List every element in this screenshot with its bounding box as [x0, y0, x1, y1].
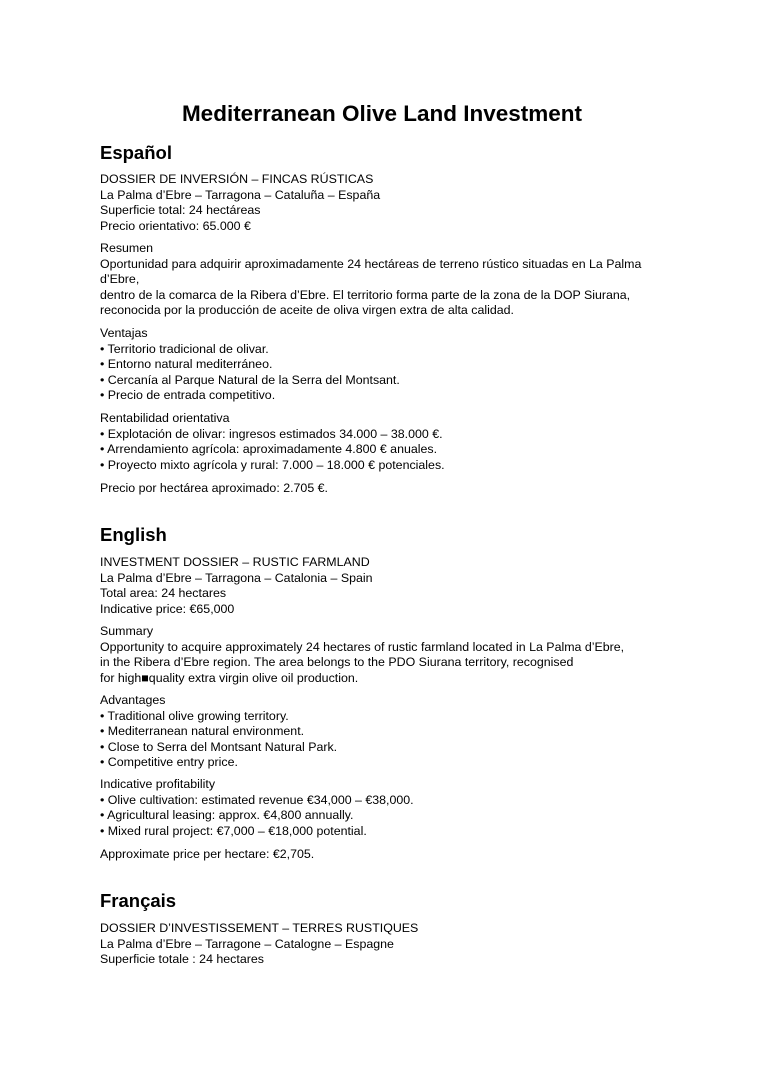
location: La Palma d’Ebre – Tarragone – Catalogne – Espagne	[100, 936, 394, 951]
advantage-item: • Cercanía al Parque Natural de la Serra del Montsant.	[100, 372, 400, 387]
section-heading-english: English	[100, 524, 167, 545]
dossier-type: INVESTMENT DOSSIER – RUSTIC FARMLAND	[100, 555, 370, 569]
total-area: Total area: 24 hectares	[100, 586, 227, 600]
total-area: Superficie totale : 24 hectares	[100, 952, 264, 966]
document-title: Mediterranean Olive Land Investment	[181, 101, 583, 126]
summary-line: Oportunidad para adquirir aproximadamente 24 hectáreas de terreno rústico situadas en La Palma	[100, 256, 642, 271]
french-header-block	[100, 921, 700, 968]
profitability-label: Rentabilidad orientativa	[100, 411, 230, 425]
profitability-item: • Olive cultivation: estimated revenue €34,000 – €38,000.	[100, 792, 414, 807]
spanish-profitability-block	[100, 411, 700, 473]
dossier-type: DOSSIER DE INVERSIÓN – FINCAS RÚSTICAS	[100, 172, 374, 186]
profitability-item: • Agricultural leasing: approx. €4,800 annually.	[100, 808, 354, 822]
advantage-item: • Territorio tradicional de olivar.	[100, 341, 269, 356]
advantage-item: • Close to Serra del Montsant Natural Park.	[100, 739, 338, 754]
advantage-item: • Precio de entrada competitivo.	[100, 388, 276, 402]
english-advantages-block	[100, 693, 700, 771]
spanish-price-per-hectare-block	[100, 481, 700, 497]
summary-line: dentro de la comarca de la Ribera d’Ebre. El territorio forma parte de la zona de la DOP Siurana,	[100, 287, 631, 302]
english-price-per-hectare-block	[100, 847, 700, 863]
advantage-item: • Competitive entry price.	[100, 755, 238, 769]
advantage-item: • Entorno natural mediterráneo.	[100, 357, 273, 371]
advantage-item: • Traditional olive growing territory.	[100, 708, 289, 723]
spanish-summary-block	[100, 241, 700, 319]
summary-line: in the Ribera d’Ebre region. The area belongs to the PDO Siurana territory, recognised	[100, 655, 574, 669]
section-heading-spanish: Español	[100, 142, 172, 163]
summary-line: reconocida por la producción de aceite de oliva virgen extra de alta calidad.	[100, 303, 514, 317]
total-area: Superficie total: 24 hectáreas	[100, 203, 261, 217]
advantages-label: Advantages	[100, 693, 166, 707]
profitability-item: • Proyecto mixto agrícola y rural: 7.000 – 18.000 € potenciales.	[100, 457, 445, 472]
english-summary-block	[100, 624, 700, 686]
indicative-price: Indicative price: €65,000	[100, 601, 235, 616]
profitability-item: • Mixed rural project: €7,000 – €18,000 potential.	[100, 823, 367, 838]
profitability-label: Indicative profitability	[100, 777, 216, 791]
advantages-label: Ventajas	[100, 326, 148, 340]
summary-label: Resumen	[100, 241, 154, 255]
english-header-block	[100, 555, 700, 617]
dossier-type: DOSSIER D’INVESTISSEMENT – TERRES RUSTIQUES	[100, 921, 419, 935]
location: La Palma d’Ebre – Tarragona – Catalonia – Spain	[100, 570, 373, 585]
section-heading-french: Français	[100, 890, 177, 911]
price-per-hectare: Precio por hectárea aproximado: 2.705 €.	[100, 481, 328, 495]
summary-line: Opportunity to acquire approximately 24 hectares of rustic farmland located in La Palma d’Ebre,	[100, 639, 625, 654]
spanish-advantages-block	[100, 326, 700, 404]
profitability-item: • Arrendamiento agrícola: aproximadamente 4.800 € anuales.	[100, 442, 438, 456]
price-per-hectare: Approximate price per hectare: €2,705.	[100, 847, 315, 861]
indicative-price: Precio orientativo: 65.000 €	[100, 218, 251, 233]
summary-line: d’Ebre,	[100, 272, 140, 286]
english-profitability-block	[100, 777, 700, 839]
location: La Palma d’Ebre – Tarragona – Cataluña – España	[100, 187, 381, 202]
summary-line: for high■quality extra virgin olive oil production.	[100, 670, 359, 685]
advantage-item: • Mediterranean natural environment.	[100, 724, 305, 738]
summary-label: Summary	[100, 624, 154, 638]
spanish-header-block	[100, 172, 700, 234]
profitability-item: • Explotación de olivar: ingresos estimados 34.000 – 38.000 €.	[100, 426, 443, 441]
